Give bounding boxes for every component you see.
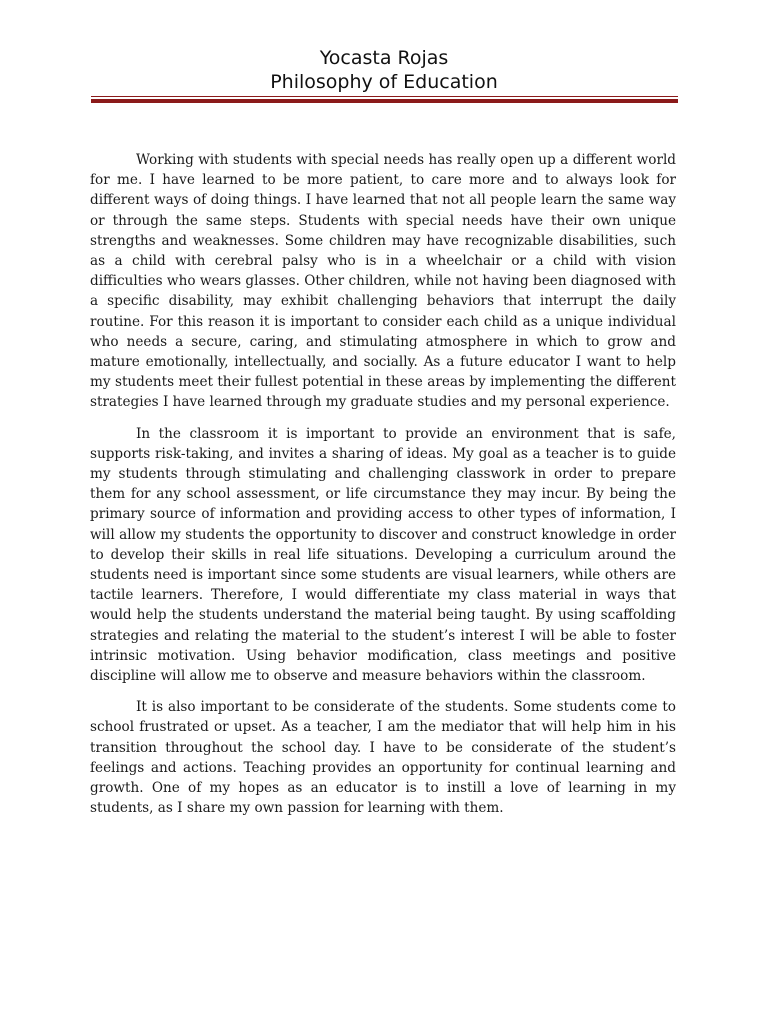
author-name: Yocasta Rojas <box>319 47 449 69</box>
header-rule-thin <box>91 96 678 97</box>
paragraph: It is also important to be considerate of the students. Some students come to school frustrated or upset. As a teacher, I am the mediator that will help him in his transition throughout the school day. I have to be considerate of the student’s feelings and actions. Teaching provides an opportunity for continual learning and growth. One of my hopes as an educator is to instill a love of learning in my students, as I share my own passion for learning with them. <box>90 699 676 817</box>
paragraph: Working with students with special needs has really open up a different world for me. I have learned to be more patient, to care more and to always look for different ways of doing things. I have learned that not all people learn the same way or through the same steps. Students with special needs have their own unique strengths and weaknesses. Some children may have recognizable disabilities, such as a child with cerebral palsy who is in a wheelchair or a child with vision difficulties who wears glasses. Other children, while not having been diagnosed with a specific disability, may exhibit challenging behaviors that interrupt the daily routine. For this reason it is important to consider each child as a unique individual who needs a secure, caring, and stimulating atmosphere in which to grow and mature emotionally, intellectually, and socially. As a future educator I want to help my students meet their fullest potential in these areas by implementing the different strategies I have learned through my graduate studies and my personal experience. <box>90 152 676 411</box>
document-title: Philosophy of Education <box>270 71 498 93</box>
document-body <box>90 150 676 830</box>
paragraph: In the classroom it is important to provide an environment that is safe, supports risk-taking, and invites a sharing of ideas. My goal as a teacher is to guide my students through stimulating and challenging classwork in order to prepare them for any school assessment, or life circumstance they may incur. By being the primary source of information and providing access to other types of information, I will allow my students the opportunity to discover and construct knowledge in order to develop their skills in real life situations. Developing a curriculum around the students need is important since some students are visual learners, while others are tactile learners. Therefore, I would differentiate my class material in ways that would help the students understand the material being taught. By using scaffolding strategies and relating the material to the student’s interest I will be able to foster intrinsic motivation. Using behavior modification, class meetings and positive discipline will allow me to observe and measure behaviors within the classroom. <box>90 425 676 685</box>
header-rule-thick <box>91 99 678 103</box>
document-header <box>0 46 768 94</box>
